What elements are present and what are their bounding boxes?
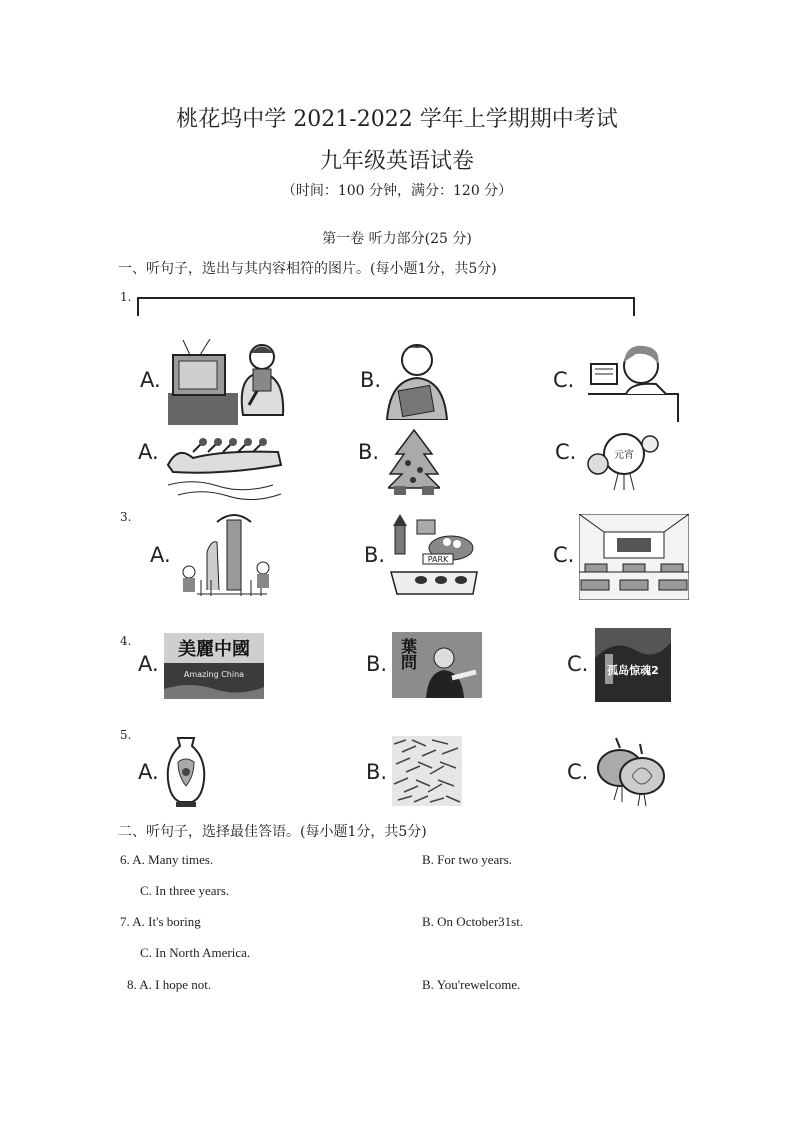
- christmas-tree-image: [388, 428, 440, 496]
- question-number-4: 4.: [120, 634, 132, 648]
- q3-option-a-label: A.: [150, 543, 171, 567]
- q2-option-a-label: A.: [138, 440, 159, 464]
- lantern-festival-image: [584, 430, 662, 492]
- q5-option-c-label: C.: [567, 760, 589, 784]
- boy-watching-tv-image: [165, 335, 290, 427]
- lantern-character: 元宵: [614, 450, 634, 461]
- q8-option-a: 8. A. I hope not.: [127, 977, 212, 992]
- poster-c-title: 孤岛惊魂2: [607, 664, 659, 677]
- exam-info: （时间：100 分钟，满分：120 分）: [281, 183, 513, 199]
- poster-a-title: 美麗中國: [178, 639, 250, 660]
- far-cry-2-poster-image: [595, 628, 671, 702]
- question-number-3: 3.: [120, 510, 132, 524]
- q1-option-a-label: A.: [140, 368, 161, 392]
- tea-leaves-image: [392, 736, 462, 806]
- boy-reading-image: [382, 340, 452, 420]
- q7-option-c: C. In North America.: [140, 945, 251, 960]
- q3-option-b-label: B.: [364, 543, 386, 567]
- q2-option-c-label: C.: [555, 440, 577, 464]
- q8-option-b: B. You'rewelcome.: [422, 977, 521, 992]
- park-scene-image: [387, 514, 482, 598]
- q4-option-b-label: B.: [366, 652, 388, 676]
- girl-listening-radio-image: [586, 342, 681, 424]
- section-title: 第一卷 听力部分(25 分): [322, 231, 472, 247]
- vase-image: [164, 736, 208, 808]
- q2-option-b-label: B.: [358, 440, 380, 464]
- classroom-image: [579, 514, 689, 600]
- q7-option-b: B. On October31st.: [422, 914, 524, 929]
- exam-subtitle: 九年级英语试卷: [319, 149, 474, 174]
- answer-bracket: [136, 296, 638, 318]
- zoo-giraffe-image: [177, 512, 272, 597]
- q6-option-a: 6. A. Many times.: [120, 852, 214, 867]
- q6-option-b: B. For two years.: [422, 852, 512, 867]
- dragon-boat-image: [163, 430, 285, 500]
- q1-option-b-label: B.: [360, 368, 382, 392]
- red-lanterns-image: [596, 736, 668, 808]
- question-number-5: 5.: [120, 728, 132, 742]
- amazing-china-poster-image: [164, 633, 264, 699]
- park-sign: PARK: [427, 555, 449, 564]
- q1-option-c-label: C.: [553, 368, 575, 392]
- q5-option-a-label: A.: [138, 760, 159, 784]
- ip-man-poster-image: [392, 632, 482, 698]
- q6-option-c: C. In three years.: [140, 883, 230, 898]
- part1-heading: 一、听句子，选出与其内容相符的图片。(每小题1分，共5分): [118, 261, 497, 277]
- poster-a-subtitle: Amazing China: [183, 670, 245, 679]
- q3-option-c-label: C.: [553, 543, 575, 567]
- q7-option-a: 7. A. It's boring: [120, 914, 201, 929]
- question-number-1: 1.: [120, 290, 132, 304]
- q4-option-a-label: A.: [138, 652, 159, 676]
- q5-option-b-label: B.: [366, 760, 388, 784]
- q4-option-c-label: C.: [567, 652, 589, 676]
- exam-title: 桃花坞中学 2021-2022 学年上学期期中考试: [176, 107, 618, 132]
- poster-b-title: 葉問: [398, 638, 418, 670]
- part2-heading: 二、听句子，选择最佳答语。(每小题1分，共5分): [118, 824, 427, 840]
